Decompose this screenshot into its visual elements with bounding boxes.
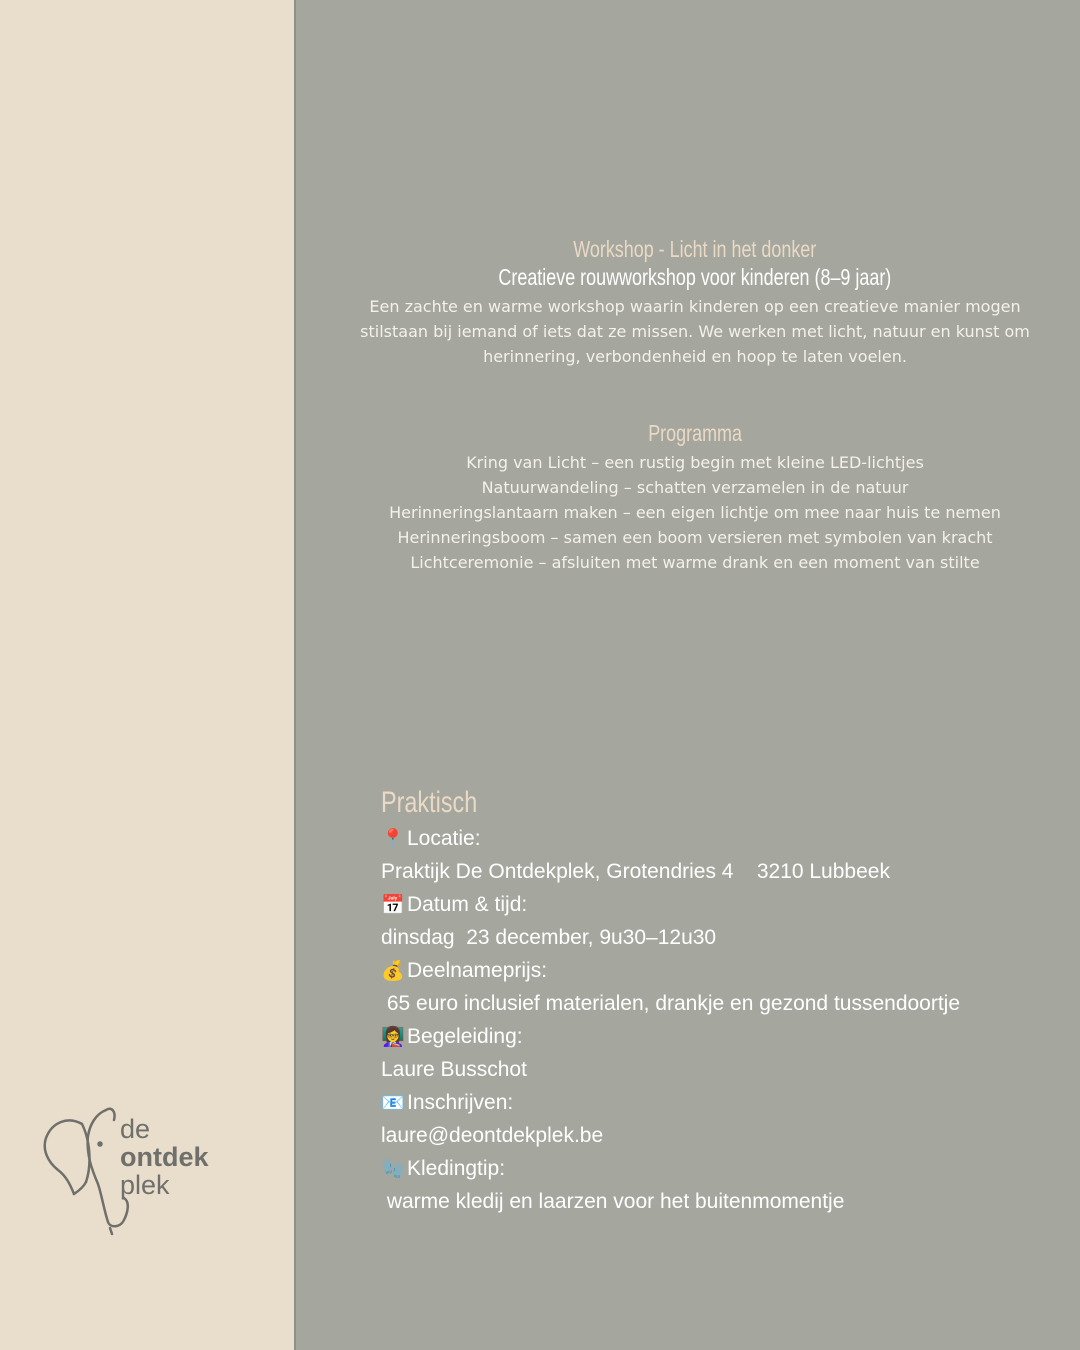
logo-word: plek xyxy=(120,1170,170,1200)
logo-word: de xyxy=(120,1114,151,1144)
practical-heading xyxy=(381,786,1071,820)
pin-icon: 📍 xyxy=(381,829,405,850)
location-value: Praktijk De Ontdekplek, Grotendries 4 3210 Lubbeek xyxy=(381,860,890,883)
location-row xyxy=(381,822,1071,855)
clothing-row xyxy=(381,1152,1071,1185)
email-icon: 📧 xyxy=(381,1093,405,1114)
program-item: Natuurwandeling – schatten verzamelen in de natuur xyxy=(481,478,909,497)
price-label: Deelnameprijs: xyxy=(407,959,548,982)
clothing-label: Kledingtip: xyxy=(407,1157,506,1180)
practical-heading-text: Praktisch xyxy=(381,786,478,819)
signup-email-link[interactable]: laure@deontdekplek.be xyxy=(381,1124,604,1147)
program-list xyxy=(355,450,1035,575)
program-item: Herinneringsboom – samen een boom versieren met symbolen van kracht xyxy=(397,528,993,547)
program-heading xyxy=(355,418,1035,449)
practical-section xyxy=(381,786,1071,1218)
description-line: herinnering, verbondenheid en hoop te laten voelen. xyxy=(483,347,907,366)
price-value: 65 euro inclusief materialen, drankje en gezond tussendoortje xyxy=(381,992,961,1015)
workshop-subheading xyxy=(355,262,1035,293)
money-bag-icon: 💰 xyxy=(381,961,405,982)
brand-wordmark xyxy=(120,1116,209,1200)
guide-row xyxy=(381,1020,1071,1053)
glove-icon: 🧤 xyxy=(381,1159,405,1180)
program-item: Lichtceremonie – afsluiten met warme drank en een moment van stilte xyxy=(410,553,980,572)
workshop-subheading-text: Creatieve rouwworkshop voor kinderen (8–9 jaar) xyxy=(498,264,892,290)
calendar-icon: 📅 xyxy=(381,895,405,916)
program-item: Herinneringslantaarn maken – een eigen lichtje om mee naar huis te nemen xyxy=(389,503,1001,522)
signup-row xyxy=(381,1086,1071,1119)
description-line: stilstaan bij iemand of iets dat ze missen. We werken met licht, natuur en kunst om xyxy=(360,322,1030,341)
signup-label: Inschrijven: xyxy=(407,1091,514,1114)
date-label: Datum & tijd: xyxy=(407,893,528,916)
clothing-value: warme kledij en laarzen voor het buitenmomentje xyxy=(381,1190,845,1213)
program-heading-text: Programma xyxy=(648,420,742,446)
description-line: Een zachte en warme workshop waarin kinderen op een creatieve manier mogen xyxy=(369,297,1021,316)
workshop-description xyxy=(355,294,1035,369)
logo-word: ontdek xyxy=(120,1142,209,1172)
date-row xyxy=(381,888,1071,921)
price-row xyxy=(381,954,1071,987)
location-label: Locatie: xyxy=(407,827,481,850)
workshop-heading-text: Workshop - Licht in het donker xyxy=(573,236,817,262)
date-value: dinsdag 23 december, 9u30–12u30 xyxy=(381,926,717,949)
workshop-heading xyxy=(355,234,1035,265)
program-item: Kring van Licht – een rustig begin met kleine LED-lichtjes xyxy=(466,453,924,472)
guide-label: Begeleiding: xyxy=(407,1025,523,1048)
teacher-icon: 👩‍🏫 xyxy=(381,1027,405,1048)
guide-value: Laure Busschot xyxy=(381,1058,527,1081)
